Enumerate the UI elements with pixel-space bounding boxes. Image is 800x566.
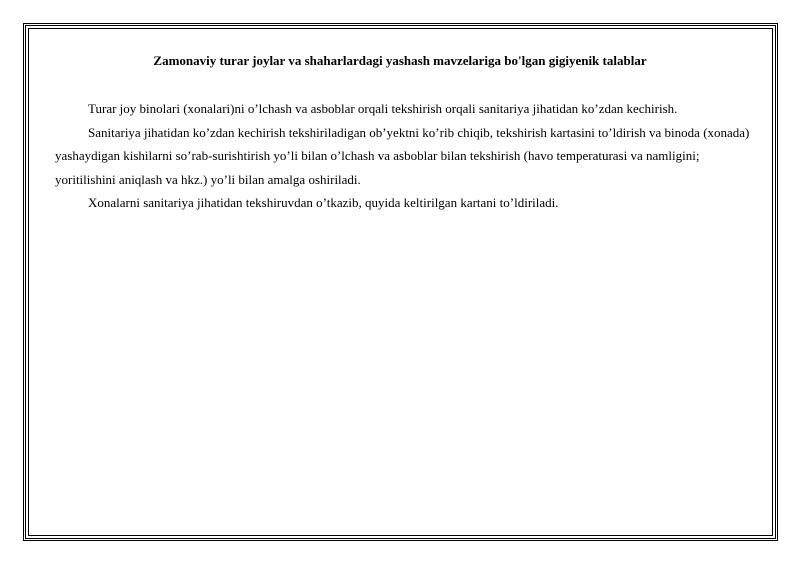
document-title: Zamonaviy turar joylar va shaharlardagi yashash mavzelariga bo'lgan gigiyenik talablar — [153, 53, 647, 68]
paragraph-2: Sanitariya jihatidan ko’zdan kechirish tekshiriladigan ob’yektni ko’rib chiqib, tekshirish kartasini to’ldirish va binoda (xonada) yashaydigan kishilarni so’rab-surishtirish yo’li bilan o’lchash va asboblar bilan tekshirish (havo temperaturasi va namligini; yoritilishini aniqlash va hkz.) yo’li bilan amalga oshiriladi. — [55, 124, 750, 187]
document-body — [55, 97, 755, 215]
paragraph-1: Turar joy binolari (xonalari)ni o’lchash va asboblar orqali tekshirish orqali sanitariya jihatidan ko’zdan kechirish. — [88, 101, 678, 116]
paragraph-3: Xonalarni sanitariya jihatidan tekshiruvdan o’tkazib, quyida keltirilgan kartani to’ldiriladi. — [88, 195, 559, 210]
